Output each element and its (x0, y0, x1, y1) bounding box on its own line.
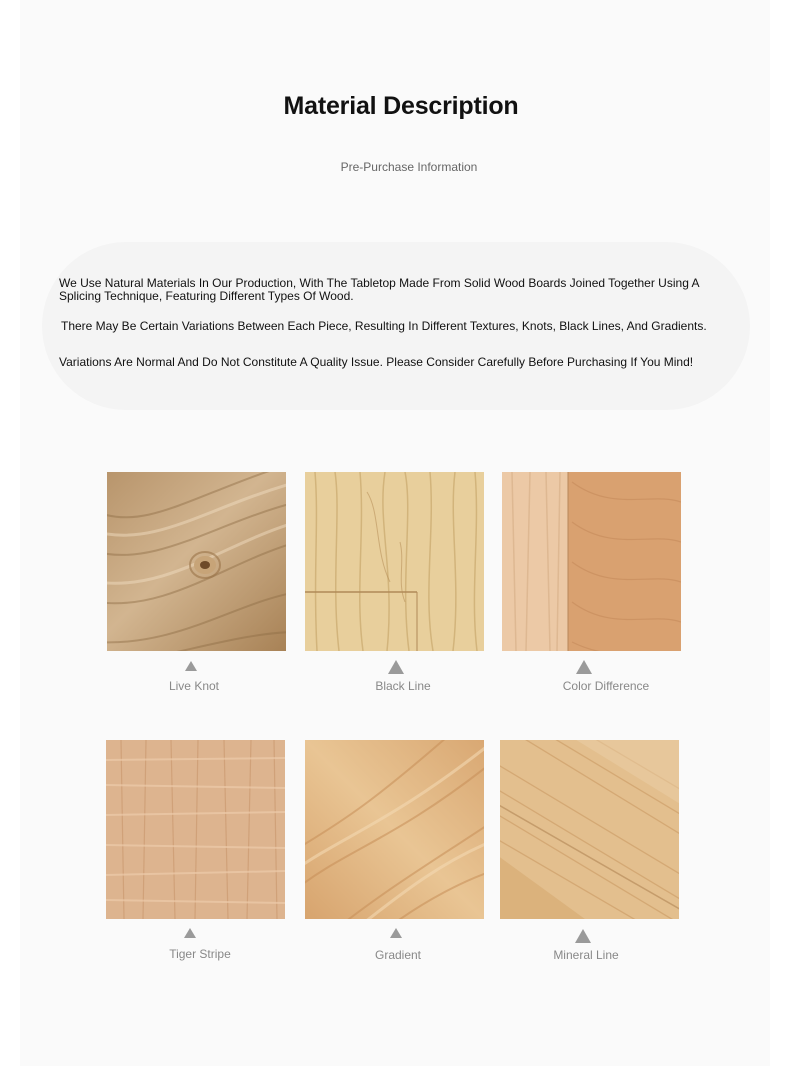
wood-sample-live-knot (107, 472, 286, 651)
triangle-marker-icon (575, 929, 591, 943)
sample-label-tiger-stripe: Tiger Stripe (169, 947, 231, 961)
wood-sample-gradient (305, 740, 484, 919)
sample-label-mineral-line: Mineral Line (553, 948, 619, 962)
wood-sample-black-line (305, 472, 484, 651)
sample-label-gradient: Gradient (374, 948, 422, 962)
notice-line-4: Variations Are Normal And Do Not Constitute A Quality Issue. Please Consider Carefully Before Purchasing If You Mind! (59, 355, 694, 369)
triangle-marker-icon (184, 928, 196, 938)
page-subtitle: Pre-Purchase Information (340, 160, 478, 174)
sample-label-black-line: Black Line (375, 679, 431, 693)
triangle-marker-icon (388, 660, 404, 674)
wood-sample-mineral-line (500, 740, 679, 919)
sample-label-color-difference: Color Difference (562, 679, 650, 693)
notice-line-1: We Use Natural Materials In Our Production, With The Tabletop Made From Solid Wood Boards Joined Together Using A (59, 276, 700, 290)
triangle-marker-icon (390, 928, 402, 938)
sample-label-live-knot: Live Knot (168, 679, 220, 693)
wood-sample-tiger-stripe (106, 740, 285, 919)
page-title: Material Description (283, 92, 519, 120)
wood-sample-color-difference (502, 472, 681, 651)
triangle-marker-icon (185, 661, 197, 671)
notice-line-2: Splicing Technique, Featuring Different Types Of Wood. (59, 289, 354, 303)
triangle-marker-icon (576, 660, 592, 674)
notice-line-3: There May Be Certain Variations Between Each Piece, Resulting In Different Textures, Knots, Black Lines, And Gradients. (61, 319, 707, 333)
